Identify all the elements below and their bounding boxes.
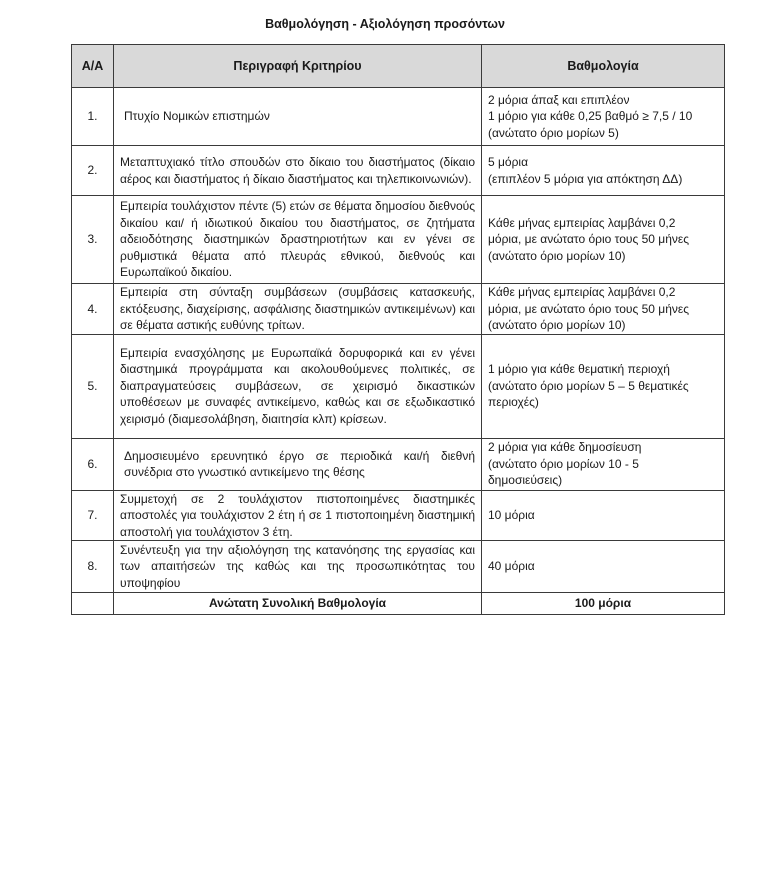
- row-number: 3.: [72, 196, 114, 284]
- score-line: 1 μόριο για κάθε θεματική περιοχή: [488, 362, 670, 377]
- table-row: [72, 490, 725, 541]
- row-description: Εμπειρία ενασχόλησης με Ευρωπαϊκά δορυφορικά και εν γένει διαστημικά προγράμματα και ακολουθούμενες πολιτικές, σε διαπραγματεύσεις συμβάσεων, σε χειρισμό δικαστικών υποθέσεων με συναφές αντικείμενο, καθώς και σε εξωδικαστικό χειρισμό (διαμεσολάβηση, διαιτησία κλπ) κρίσεων.: [114, 334, 482, 438]
- row-number: 8.: [72, 541, 114, 593]
- score-line: 2 μόρια για κάθε δημοσίευση: [488, 440, 642, 455]
- table-header: [72, 45, 725, 88]
- score-line: 5 μόρια: [488, 155, 529, 169]
- row-description: Συνέντευξη για την αξιολόγηση της κατανόησης της εργασίας και των απαιτήσεών της καθώς και της προσωπικότητας του υποψηφίου: [114, 541, 482, 593]
- score-line: περιοχές): [488, 395, 539, 410]
- row-score: [482, 438, 725, 490]
- score-line: 10 μόρια: [488, 508, 535, 522]
- row-score: [482, 196, 725, 284]
- table-row: [72, 196, 725, 284]
- row-score: [482, 146, 725, 196]
- table-row: [72, 146, 725, 196]
- score-line: μόρια, με ανώτατο όριο τους 50 μήνες: [488, 232, 690, 247]
- score-line: (ανώτατο όριο μορίων 10 - 5: [488, 456, 639, 471]
- score-line: 2 μόρια άπαξ και επιπλέον: [488, 92, 630, 107]
- header-score: Βαθμολογία: [482, 45, 725, 88]
- score-line: (ανώτατο όριο μορίων 5): [488, 125, 619, 140]
- row-score: [482, 541, 725, 593]
- total-row: [72, 593, 725, 615]
- row-description: Εμπειρία στη σύνταξη συμβάσεων (συμβάσεις κατασκευής, εκτόξευσης, διαχείρισης, ασφάλισης διαστημικών αντικειμένων) και σε θέματα αστικής ευθύνης τρίτων.: [114, 284, 482, 335]
- row-number: 4.: [72, 284, 114, 335]
- score-line: (ανώτατο όριο μορίων 5 – 5 θεματικές: [488, 378, 689, 393]
- table-row: [72, 334, 725, 438]
- document-title: Βαθμολόγηση - Αξιολόγηση προσόντων: [265, 17, 505, 31]
- table-row: [72, 284, 725, 335]
- row-description: Πτυχίο Νομικών επιστημών: [114, 88, 482, 146]
- score-line: δημοσιεύσεις): [488, 473, 563, 488]
- row-score: [482, 88, 725, 146]
- row-number: 6.: [72, 438, 114, 490]
- score-line: Κάθε μήνας εμπειρίας λαμβάνει 0,2: [488, 285, 676, 299]
- row-number: 2.: [72, 146, 114, 196]
- criteria-table: [71, 44, 725, 615]
- score-line: 40 μόρια: [488, 559, 535, 574]
- total-value: 100 μόρια: [482, 593, 725, 615]
- score-line: (επιπλέον 5 μόρια για απόκτηση ΔΔ): [488, 171, 683, 186]
- row-description: Εμπειρία τουλάχιστον πέντε (5) ετών σε θέματα δημοσίου διεθνούς δικαίου και/ ή ιδιωτικού δικαίου του διαστήματος, σε ζητήματα αδειοδότησης διαστημικών δραστηριοτήτων και εν γένει σε ρυθμιστικά θέματα από πλευράς εθνικού, διεθνούς και Ευρωπαϊκού δικαίου.: [114, 196, 482, 284]
- row-number: 1.: [72, 88, 114, 146]
- table-row: [72, 88, 725, 146]
- total-label: Ανώτατη Συνολική Βαθμολογία: [114, 593, 482, 615]
- row-description: Δημοσιευμένο ερευνητικό έργο σε περιοδικά και/ή διεθνή συνέδρια στο γνωστικό αντικείμενο της θέσης: [114, 438, 482, 490]
- row-score: [482, 284, 725, 335]
- row-score: [482, 334, 725, 438]
- score-line: μόρια, με ανώτατο όριο τους 50 μήνες: [488, 301, 690, 316]
- score-line: Κάθε μήνας εμπειρίας λαμβάνει 0,2: [488, 215, 676, 230]
- score-line: 1 μόριο για κάθε 0,25 βαθμό ≥ 7,5 / 10: [488, 109, 693, 124]
- row-number: 7.: [72, 490, 114, 541]
- table-row: [72, 541, 725, 593]
- header-row: [72, 45, 725, 88]
- header-number: Α/Α: [72, 45, 114, 88]
- row-description: Μεταπτυχιακό τίτλο σπουδών στο δίκαιο του διαστήματος (δίκαιο αέρος και διαστήματος ή δίκαιο διαστήματος και τηλεπικοινωνιών).: [114, 146, 482, 196]
- score-line: (ανώτατο όριο μορίων 10): [488, 318, 626, 332]
- score-line: (ανώτατο όριο μορίων 10): [488, 248, 626, 263]
- header-description: Περιγραφή Κριτηρίου: [114, 45, 482, 88]
- row-score: [482, 490, 725, 541]
- row-description: Συμμετοχή σε 2 τουλάχιστον πιστοποιημένες διαστημικές αποστολές για τουλάχιστον 2 έτη ή σε 1 πιστοποιημένη διαστημική αποστολή για τουλάχιστον 3 έτη.: [114, 490, 482, 541]
- row-number: 5.: [72, 334, 114, 438]
- total-empty-cell: [72, 593, 114, 615]
- table-body: [72, 88, 725, 615]
- table-row: [72, 438, 725, 490]
